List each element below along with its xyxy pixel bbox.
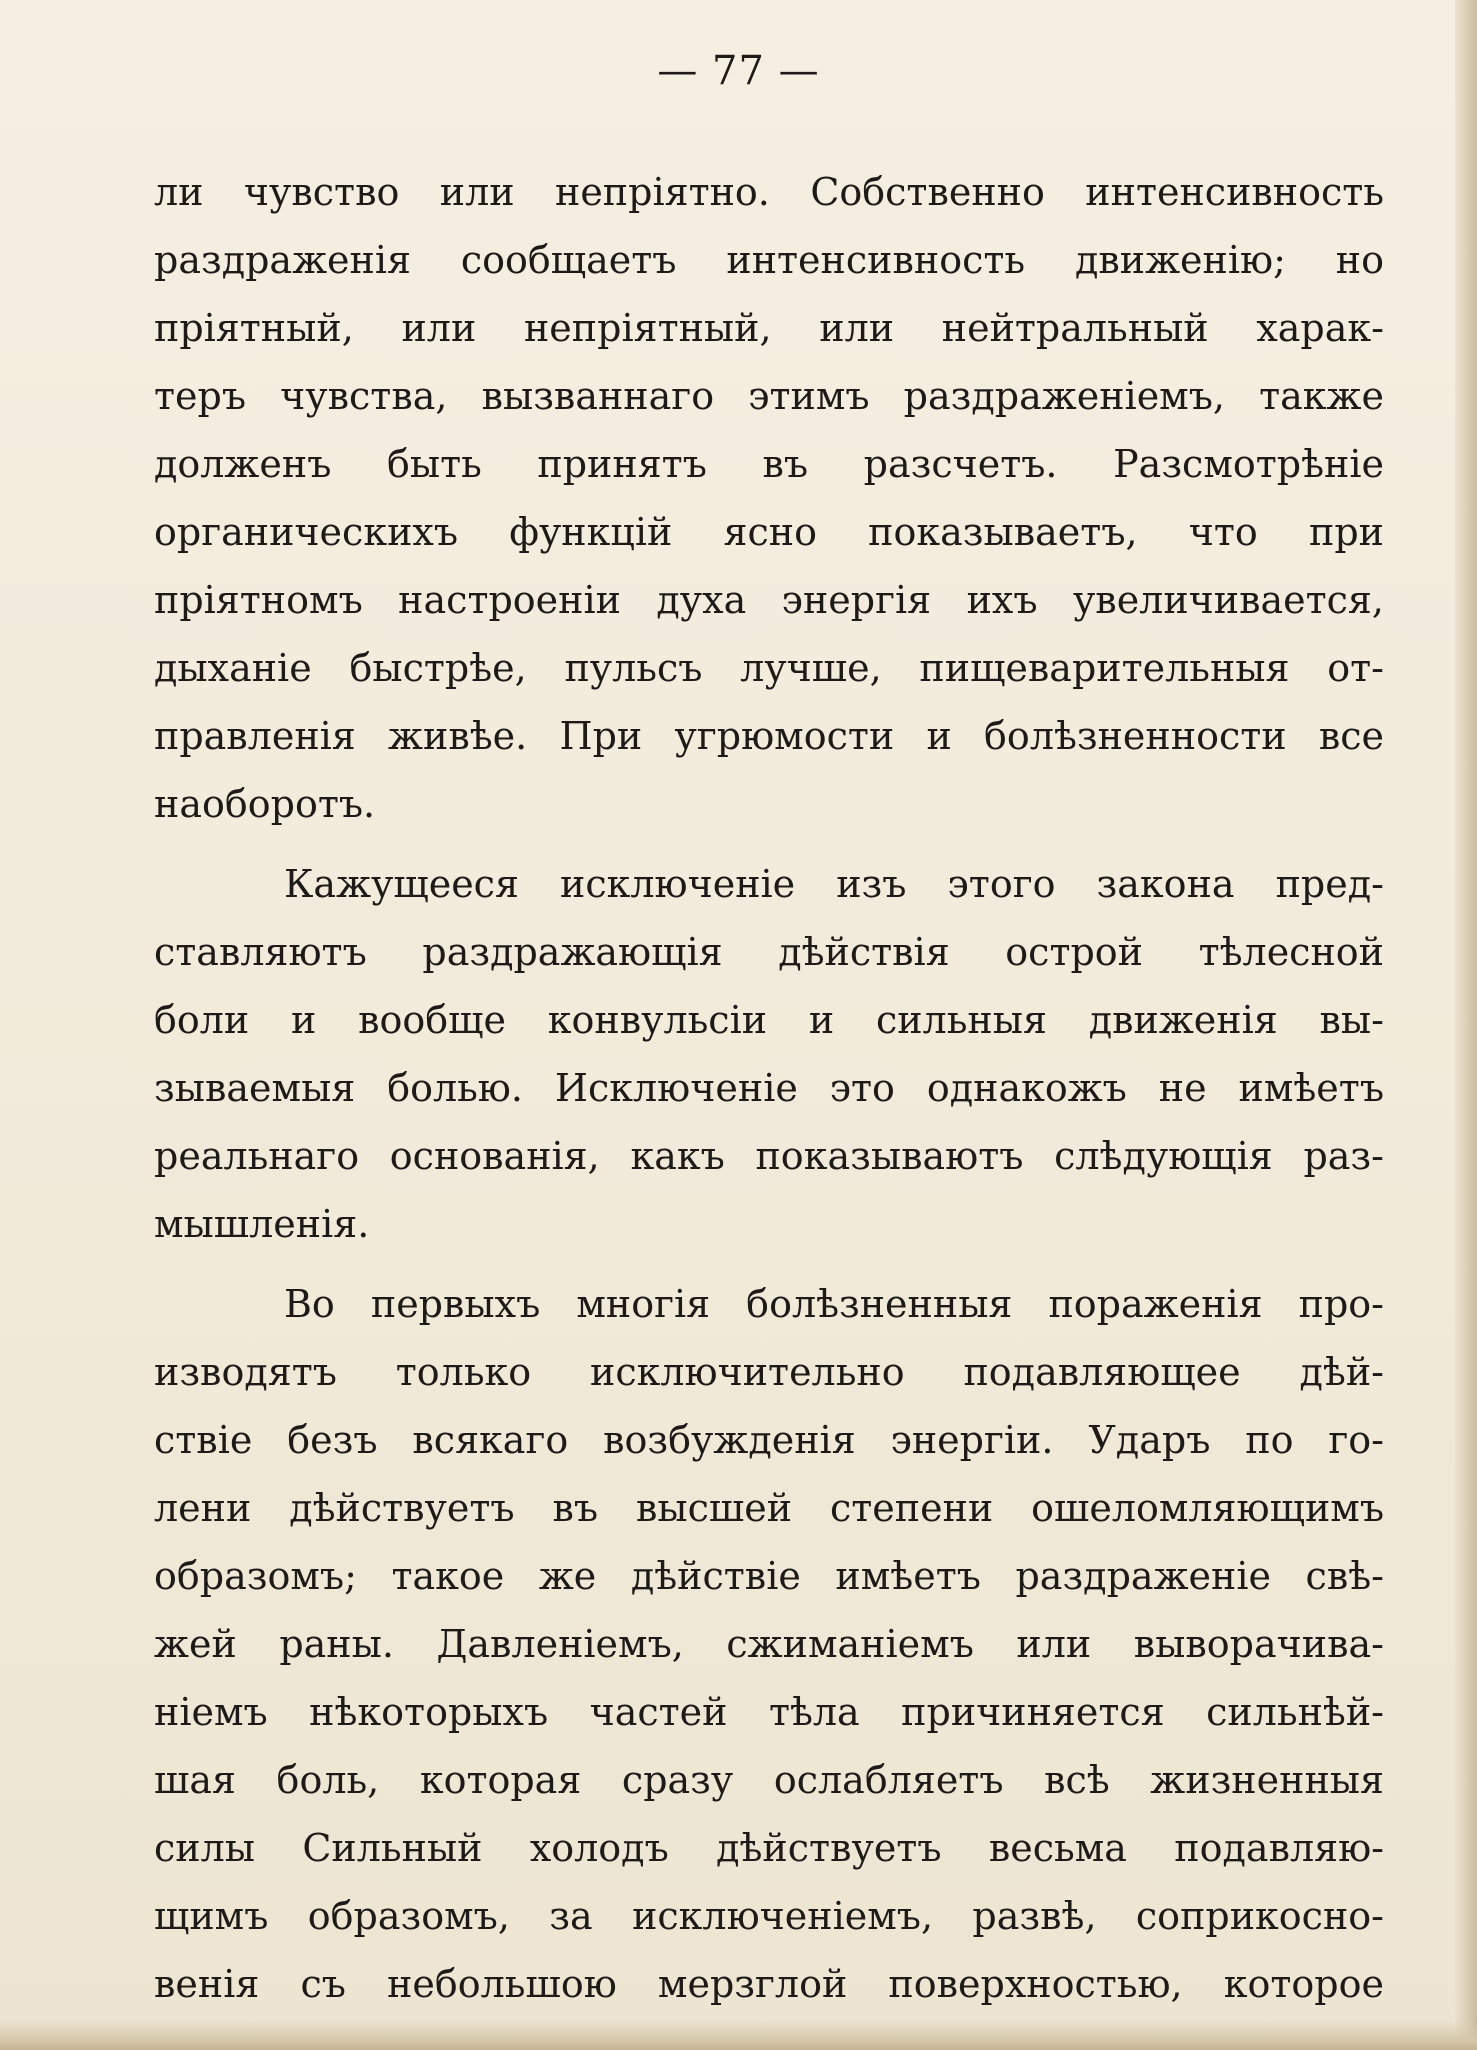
text-line: Кажущееся исключеніе изъ этого закона пред- <box>284 862 1384 906</box>
text-line: долженъ быть принятъ въ разсчетъ. Разсмотрѣніе <box>154 442 1384 486</box>
page-number: — 77 — <box>657 48 820 94</box>
text-line: венія съ небольшою мерзглой поверхностью, которое <box>154 1962 1384 2006</box>
text-line: шая боль, которая сразу ослабляетъ всѣ жизненныя <box>154 1758 1384 1802</box>
text-line: зываемыя болью. Исключеніе это однакожъ не имѣетъ <box>154 1066 1384 1110</box>
paragraph-gap <box>154 838 1384 850</box>
text-line: силы Сильный холодъ дѣйствуетъ весьма подавляю- <box>154 1826 1384 1870</box>
text-line: мышленія. <box>154 1202 370 1246</box>
text-line: ли чувство или непріятно. Собственно интенсивность <box>154 170 1384 214</box>
paragraph-gap <box>154 1258 1384 1270</box>
text-line: пріятный, или непріятный, или нейтральный харак- <box>154 306 1384 350</box>
text-line: боли и вообще конвульсіи и сильныя движенія вы- <box>154 998 1384 1042</box>
text-line: ствіе безъ всякаго возбужденія энергіи. Ударъ по го- <box>154 1418 1384 1462</box>
text-line: органическихъ функцій ясно показываетъ, что при <box>154 510 1384 554</box>
text-line: правленія живѣе. При угрюмости и болѣзненности все <box>154 714 1384 758</box>
text-line: ставляютъ раздражающія дѣйствія острой тѣлесной <box>154 930 1384 974</box>
text-line: раздраженія сообщаетъ интенсивность движенію; но <box>154 238 1384 282</box>
body-text <box>154 158 1384 2018</box>
text-line: образомъ; такое же дѣйствіе имѣетъ раздраженіе свѣ- <box>154 1554 1384 1598</box>
text-line: пріятномъ настроеніи духа энергія ихъ увеличивается, <box>154 578 1384 622</box>
page-bottom-edge <box>0 2020 1477 2050</box>
text-line: Во первыхъ многія болѣзненныя пораженія про- <box>284 1282 1384 1326</box>
text-line: щимъ образомъ, за исключеніемъ, развѣ, соприкосно- <box>154 1894 1384 1938</box>
text-line: реальнаго основанія, какъ показываютъ слѣдующія раз- <box>154 1134 1384 1178</box>
text-line: дыханіе быстрѣе, пульсъ лучше, пищеварительныя от- <box>154 646 1384 690</box>
text-line: наоборотъ. <box>154 782 376 826</box>
text-line: лени дѣйствуетъ въ высшей степени ошеломляющимъ <box>154 1486 1384 1530</box>
text-line: теръ чувства, вызваннаго этимъ раздраженіемъ, также <box>154 374 1384 418</box>
text-line: изводятъ только исключительно подавляющее дѣй- <box>154 1350 1384 1394</box>
text-line: жей раны. Давленіемъ, сжиманіемъ или выворачива- <box>154 1622 1384 1666</box>
page-right-edge <box>1455 0 1477 2050</box>
text-line: ніемъ нѣкоторыхъ частей тѣла причиняется сильнѣй- <box>154 1690 1384 1734</box>
